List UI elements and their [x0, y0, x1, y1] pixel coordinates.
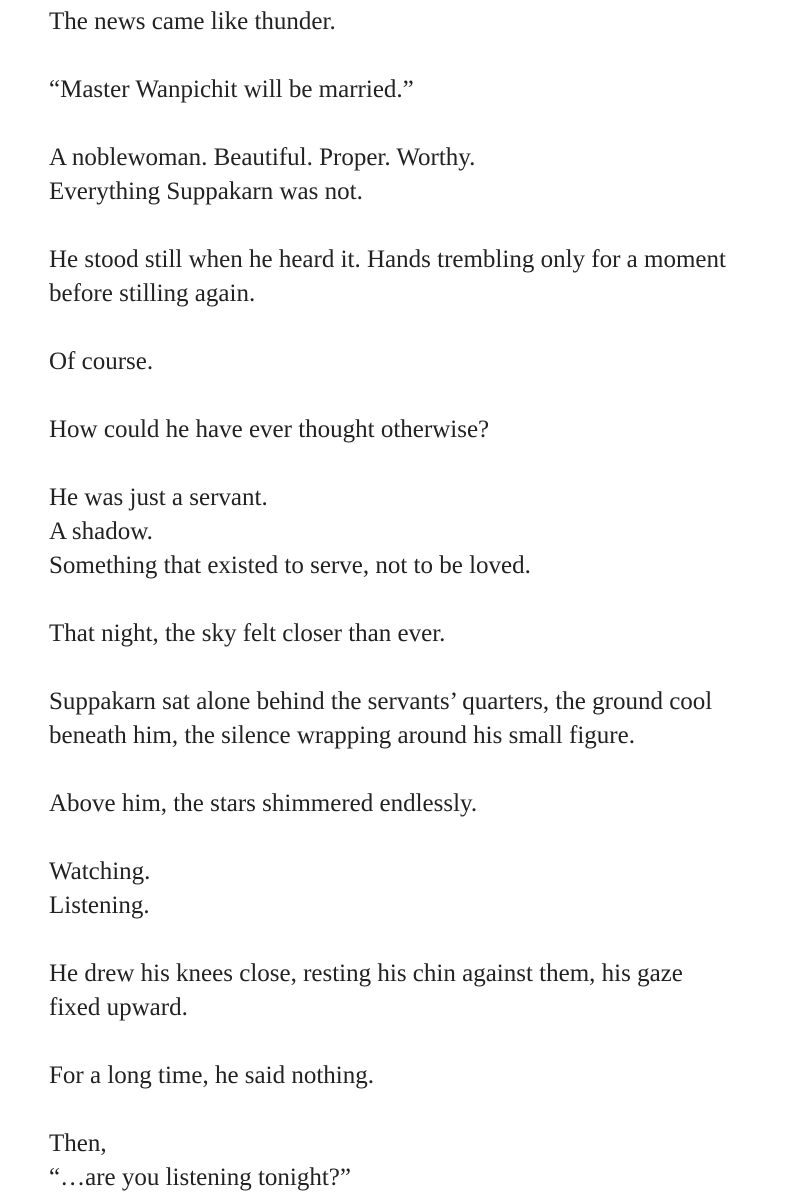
text-line: “…are you listening tonight?”	[49, 1164, 352, 1191]
paragraph	[49, 481, 769, 583]
paragraph	[49, 73, 769, 107]
story-text	[49, 5, 769, 1195]
text-line: How could he have ever thought otherwise?	[49, 416, 490, 443]
paragraph	[49, 787, 769, 821]
text-line: Suppakarn sat alone behind the servants’ quarters, the ground cool	[49, 688, 713, 715]
text-line: He was just a servant.	[49, 484, 268, 511]
paragraph	[49, 413, 769, 447]
text-line: Then,	[49, 1130, 107, 1157]
text-line: Listening.	[49, 892, 150, 919]
text-line: Above him, the stars shimmered endlessly.	[49, 790, 478, 817]
text-line: That night, the sky felt closer than ever.	[49, 620, 446, 647]
text-line: “Master Wanpichit will be married.”	[49, 76, 414, 103]
paragraph	[49, 1059, 769, 1093]
text-line: He drew his knees close, resting his chin against them, his gaze	[49, 960, 683, 987]
text-line: For a long time, he said nothing.	[49, 1062, 374, 1089]
text-line: Watching.	[49, 858, 151, 885]
paragraph	[49, 1127, 769, 1195]
text-line: A noblewoman. Beautiful. Proper. Worthy.	[49, 144, 476, 171]
text-line: Everything Suppakarn was not.	[49, 178, 363, 205]
text-line: beneath him, the silence wrapping around his small figure.	[49, 722, 635, 749]
text-line: He stood still when he heard it. Hands trembling only for a moment	[49, 246, 726, 273]
text-line: The news came like thunder.	[49, 8, 336, 35]
paragraph	[49, 685, 769, 753]
text-line: fixed upward.	[49, 994, 188, 1021]
text-line: before stilling again.	[49, 280, 256, 307]
text-line: Something that existed to serve, not to be loved.	[49, 552, 531, 579]
text-line: Of course.	[49, 348, 154, 375]
paragraph	[49, 855, 769, 923]
paragraph	[49, 617, 769, 651]
paragraph	[49, 243, 769, 311]
paragraph	[49, 345, 769, 379]
paragraph	[49, 5, 769, 39]
paragraph	[49, 957, 769, 1025]
paragraph	[49, 141, 769, 209]
text-line: A shadow.	[49, 518, 153, 545]
